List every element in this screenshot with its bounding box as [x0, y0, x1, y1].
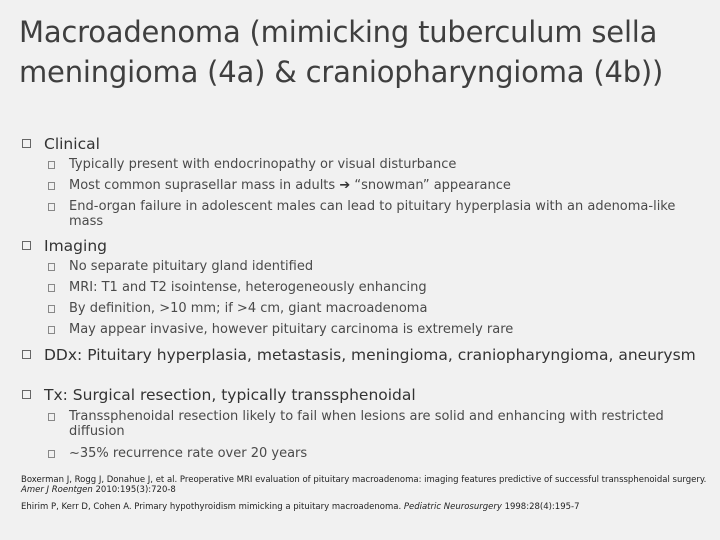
slide-title [19, 12, 719, 92]
clinical-item-text: Typically present with endocrinopathy or visual disturbance [69, 157, 457, 172]
clinical-item-text-end: “snowman” appearance [354, 178, 511, 193]
square-bullet-icon [22, 139, 31, 148]
tx-item-text: ~35% recurrence rate over 20 years [69, 446, 308, 461]
reference-1-journal: Amer J Roentgen [21, 485, 93, 495]
imaging-item-text: MRI: T1 and T2 isointense, heterogeneously enhancing [69, 280, 427, 295]
tx-item-text: Transsphenoidal resection likely to fail when lesions are solid and enhancing with restricted diffusion [69, 409, 664, 439]
title-line-1: Macroadenoma (mimicking tuberculum sella [19, 15, 658, 49]
reference-2 [21, 502, 711, 512]
clinical-item-text [69, 178, 701, 193]
imaging-item-text: May appear invasive, however pituitary carcinoma is extremely rare [69, 322, 514, 337]
square-bullet-icon [48, 450, 55, 458]
reference-2-tail: 1998:28(4):195-7 [504, 502, 580, 512]
imaging-item-text: By definition, >10 mm; if >4 cm, giant macroadenoma [69, 301, 428, 316]
square-bullet-icon [48, 182, 55, 190]
tx-heading: Tx: Surgical resection, typically transsphenoidal [44, 386, 416, 404]
square-bullet-icon [22, 350, 31, 359]
square-bullet-icon [48, 203, 55, 211]
title-line-2: meningioma (4a) & craniopharyngioma (4b)) [19, 55, 664, 89]
square-bullet-icon [48, 413, 55, 421]
imaging-item-text: No separate pituitary gland identified [69, 259, 314, 274]
reference-1 [21, 475, 711, 495]
reference-2-text: Ehirim P, Kerr D, Cohen A. Primary hypothyroidism mimicking a pituitary macroadenoma. [21, 502, 402, 512]
reference-1-text: Boxerman J, Rogg J, Donahue J, et al. Preoperative MRI evaluation of pituitary macroadenoma: imaging features predictive of successful transsphenoidal surgery. [21, 475, 707, 485]
clinical-heading: Clinical [44, 135, 100, 153]
square-bullet-icon [22, 241, 31, 250]
reference-1-tail: 2010:195(3):720-8 [95, 485, 176, 495]
ddx-text: DDx: Pituitary hyperplasia, metastasis, meningioma, craniopharyngioma, aneurysm [44, 346, 696, 364]
square-bullet-icon [48, 305, 55, 313]
reference-2-journal: Pediatric Neurosurgery [403, 502, 502, 512]
imaging-heading: Imaging [44, 237, 107, 255]
clinical-item-text-start: Most common suprasellar mass in adults [69, 178, 336, 193]
square-bullet-icon [22, 390, 31, 399]
square-bullet-icon [48, 263, 55, 271]
square-bullet-icon [48, 326, 55, 334]
right-arrow-icon: ➔ [339, 178, 351, 193]
square-bullet-icon [48, 161, 55, 169]
square-bullet-icon [48, 284, 55, 292]
clinical-item-text: End-organ failure in adolescent males can lead to pituitary hyperplasia with an adenoma-like mass [69, 199, 676, 229]
